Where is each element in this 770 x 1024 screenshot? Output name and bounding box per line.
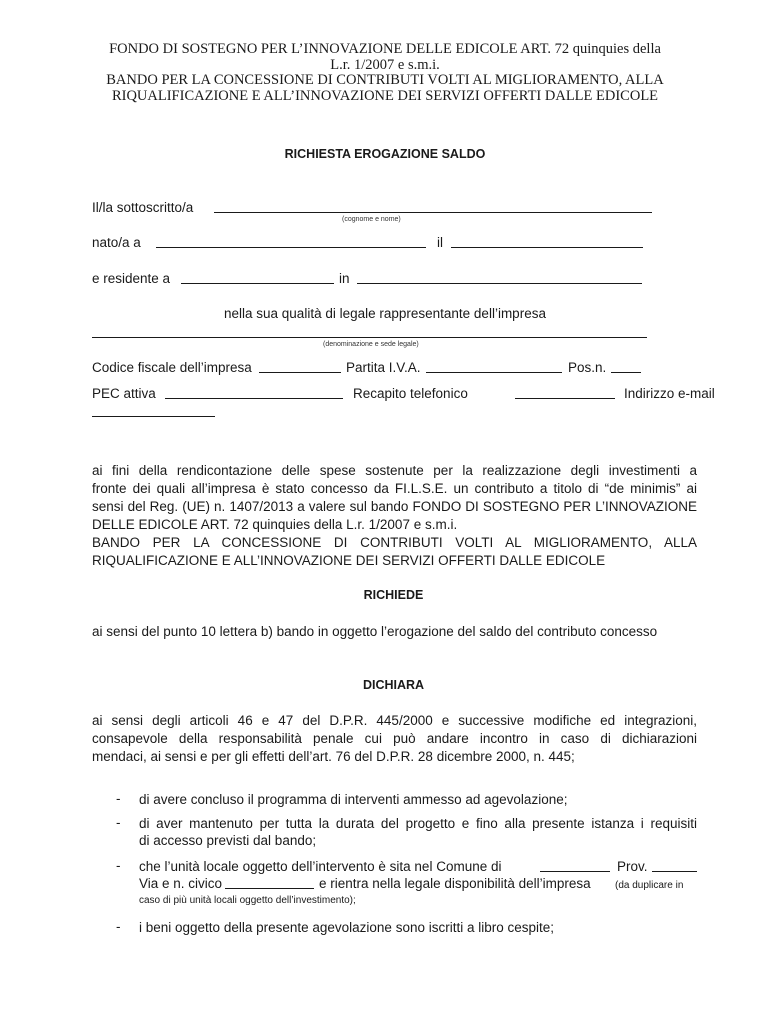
list-item bbox=[139, 815, 697, 849]
dichiara-line-1: ai sensi degli articoli 46 e 47 del D.P.R. 445/2000 e successive modifiche ed integrazioni, bbox=[92, 713, 697, 728]
codice-fiscale-label: Codice fiscale dell’impresa bbox=[92, 360, 252, 375]
denominazione-hint: (denominazione e sede legale) bbox=[323, 341, 419, 348]
duplicare-note: (da duplicare in bbox=[615, 880, 684, 891]
list-bullet: - bbox=[116, 919, 121, 934]
nato-label: nato/a a bbox=[92, 235, 141, 250]
residente-label: e residente a bbox=[92, 271, 171, 286]
email-label: Indirizzo e-mail bbox=[624, 386, 715, 401]
pec-field[interactable] bbox=[165, 398, 343, 399]
header-line-4: RIQUALIFICAZIONE E ALL’INNOVAZIONE DEI SERVIZI OFFERTI DALLE EDICOLE bbox=[111, 87, 659, 104]
list-item-line bbox=[139, 858, 697, 875]
partita-iva-field[interactable] bbox=[426, 372, 562, 373]
recapito-label: Recapito telefonico bbox=[353, 386, 468, 401]
list-bullet: - bbox=[116, 815, 121, 830]
sottoscritto-field[interactable] bbox=[214, 212, 652, 213]
header-line-1: FONDO DI SOSTEGNO PER L’INNOVAZIONE DELLE EDICOLE ART. 72 quinquies della bbox=[109, 41, 661, 57]
partita-iva-label: Partita I.V.A. bbox=[346, 360, 421, 375]
disponibilita-text: e rientra nella legale disponibilità dell’impresa bbox=[319, 876, 591, 891]
list-item-line: di aver mantenuto per tutta la durata del progetto e fino alla presente istanza i requisiti bbox=[139, 816, 697, 831]
list-item-line: di accesso previsti dal bando; bbox=[139, 833, 317, 848]
document-title: RICHIESTA EROGAZIONE SALDO bbox=[284, 147, 486, 161]
finalita-line-4: DELLE EDICOLE ART. 72 quinquies della L.r. 1/2007 e s.m.i. bbox=[92, 517, 458, 532]
il-label: il bbox=[437, 235, 443, 250]
list-item-line bbox=[139, 875, 697, 892]
denominazione-field[interactable] bbox=[92, 337, 647, 338]
recapito-field[interactable] bbox=[515, 398, 615, 399]
comune-field[interactable] bbox=[540, 871, 610, 872]
in-label: in bbox=[339, 271, 350, 286]
pos-field[interactable] bbox=[611, 372, 641, 373]
pos-label: Pos.n. bbox=[568, 360, 607, 375]
prov-field[interactable] bbox=[652, 871, 697, 872]
indirizzo-field[interactable] bbox=[357, 283, 642, 284]
finalita-line-5: BANDO PER LA CONCESSIONE DI CONTRIBUTI VOLTI AL MIGLIORAMENTO, ALLA bbox=[92, 535, 697, 550]
finalita-line-6: RIQUALIFICAZIONE E ALL’INNOVAZIONE DEI SERVIZI OFFERTI DALLE EDICOLE bbox=[92, 553, 606, 568]
residente-field[interactable] bbox=[181, 283, 334, 284]
list-bullet: - bbox=[116, 858, 121, 873]
header-line-2: L.r. 1/2007 e s.m.i. bbox=[330, 56, 440, 73]
sottoscritto-label: Il/la sottoscritto/a bbox=[92, 200, 194, 215]
dichiara-line-2: consapevole della responsabilità penale cui può andare incontro in caso di dichiarazioni bbox=[92, 731, 697, 746]
list-item: di avere concluso il programma di interventi ammesso ad agevolazione; bbox=[139, 792, 568, 807]
codice-fiscale-field[interactable] bbox=[259, 372, 341, 373]
richiede-text: ai sensi del punto 10 lettera b) bando in oggetto l’erogazione del saldo del contributo concesso bbox=[92, 624, 658, 639]
cognome-hint: (cognome e nome) bbox=[342, 216, 401, 223]
email-field[interactable] bbox=[92, 416, 215, 417]
header-line-3: BANDO PER LA CONCESSIONE DI CONTRIBUTI VOLTI AL MIGLIORAMENTO, ALLA bbox=[106, 72, 664, 88]
duplicare-note-cont: caso di più unità locali oggetto dell’investimento); bbox=[139, 895, 356, 906]
nato-field[interactable] bbox=[156, 247, 426, 248]
via-field[interactable] bbox=[225, 888, 314, 889]
list-item bbox=[139, 858, 697, 908]
finalita-line-2: fronte dei quali all’impresa è stato concesso da FI.L.S.E. un contributo a titolo di “de minimis” ai bbox=[92, 481, 697, 496]
comune-label: che l’unità locale oggetto dell’intervento è sita nel Comune di bbox=[139, 859, 502, 874]
finalita-line-3: sensi del Reg. (UE) n. 1407/2013 a valere sul bando FONDO DI SOSTEGNO PER L’INNOVAZIONE bbox=[92, 499, 697, 514]
data-nascita-field[interactable] bbox=[451, 247, 643, 248]
qualita-text: nella sua qualità di legale rappresentante dell’impresa bbox=[224, 306, 546, 321]
list-item: i beni oggetto della presente agevolazione sono iscritti a libro cespite; bbox=[139, 920, 555, 935]
richiede-heading: RICHIEDE bbox=[363, 588, 424, 602]
prov-label: Prov. bbox=[617, 859, 648, 874]
dichiara-line-3: mendaci, ai sensi e per gli effetti dell’art. 76 del D.P.R. 28 dicembre 2000, n. 445; bbox=[92, 749, 575, 764]
via-label: Via e n. civico bbox=[139, 876, 223, 891]
finalita-paragraph bbox=[92, 462, 697, 570]
list-bullet: - bbox=[116, 791, 121, 806]
pec-label: PEC attiva bbox=[92, 386, 156, 401]
document-header bbox=[60, 42, 710, 104]
dichiara-paragraph bbox=[92, 712, 697, 766]
dichiara-heading: DICHIARA bbox=[362, 678, 425, 692]
finalita-line-1: ai fini della rendicontazione delle spese sostenute per la realizzazione degli investimenti a bbox=[92, 463, 697, 478]
